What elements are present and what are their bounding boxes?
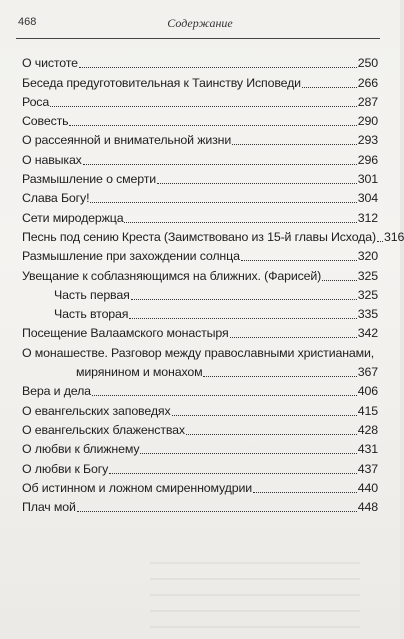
toc-entry (22, 91, 378, 110)
dot-leader (131, 298, 357, 300)
dot-leader (203, 375, 356, 377)
toc-entry (22, 187, 378, 206)
toc-entry-page: 293 (357, 133, 378, 148)
dot-leader (50, 105, 357, 107)
toc-entry-title: О любви к ближнему (22, 442, 140, 457)
toc-entry-title: Песнь под сению Креста (Заимствовано из 15-й главы Исхода) (22, 229, 376, 244)
toc-entry (22, 341, 378, 380)
toc-entry (22, 226, 404, 245)
toc-entry (22, 399, 378, 418)
toc-entry (22, 496, 378, 515)
toc-entry-title: Об истинном и ложном смиренномудрии (22, 480, 253, 495)
dot-leader (109, 472, 357, 474)
toc-entry-title: О навыках (22, 152, 82, 167)
toc-entry-page: 406 (357, 384, 378, 399)
dot-leader (90, 201, 356, 203)
toc-entry (22, 110, 378, 129)
toc-entry-line (22, 361, 378, 380)
toc-entry-title: Размышление при захождении солнца (22, 249, 240, 264)
toc-entry (22, 52, 378, 71)
toc-entry-title: Вера и дела (22, 384, 91, 399)
dot-leader (302, 86, 357, 88)
page-header (18, 16, 382, 36)
toc-subentry (22, 284, 378, 303)
toc-entry-page: 287 (357, 94, 378, 109)
toc-entry-page: 316 (383, 229, 404, 244)
toc-entry-title: Совесть (22, 114, 69, 129)
toc-entry-title: Сети миродержца (22, 210, 124, 225)
toc-entry-title: О чистоте (22, 56, 78, 71)
toc-entry-page: 304 (357, 191, 378, 206)
toc-entry (22, 264, 378, 283)
toc-entry (22, 168, 378, 187)
toc-subentry (22, 303, 378, 322)
dot-leader (172, 414, 357, 416)
toc-entry-page: 320 (357, 249, 378, 264)
toc-entry (22, 206, 378, 225)
toc-entry-title: Беседа предуготовительная к Таинству Исповеди (22, 75, 301, 90)
toc-entry-title: Посещение Валаамского монастыря (22, 326, 229, 341)
toc-entry-page: 342 (357, 326, 378, 341)
toc-entry-page: 266 (357, 75, 378, 90)
toc-entry-page: 428 (357, 422, 378, 437)
dot-leader (79, 66, 357, 68)
running-title: Содержание (167, 16, 233, 30)
toc-entry-title: О любви к Богу (22, 461, 109, 476)
toc-entry-page: 431 (357, 442, 378, 457)
toc-entry-title: Плач мой (22, 500, 76, 515)
toc-entry-title: Часть вторая (54, 307, 129, 322)
dot-leader (186, 433, 357, 435)
toc-entry-line (22, 341, 378, 360)
dot-leader (140, 452, 356, 454)
dot-leader (124, 221, 356, 223)
toc-entry-page: 296 (357, 152, 378, 167)
toc-entry-page: 325 (357, 287, 378, 302)
toc-entry (22, 477, 378, 496)
toc-entry-page: 335 (357, 307, 378, 322)
toc-entry-title: Слава Богу! (22, 191, 90, 206)
toc-entry-title: Часть первая (54, 287, 130, 302)
dot-leader (232, 143, 357, 145)
toc-entry-title-continued: мирянином и монахом (76, 365, 203, 380)
toc-entry-title: О евангельских блаженствах (22, 422, 185, 437)
dot-leader (157, 182, 357, 184)
toc-entry-page: 440 (357, 480, 378, 495)
toc-entry-title: Увещание к соблазняющимся на ближних. (Фарисей) (22, 268, 322, 283)
dot-leader (92, 394, 357, 396)
toc-entry (22, 380, 378, 399)
dot-leader (253, 491, 357, 493)
toc-entry (22, 322, 378, 341)
toc-entry-title: Роса (22, 94, 50, 109)
toc-entry-title: Размышление о смерти (22, 172, 157, 187)
dot-leader (129, 317, 356, 319)
dot-leader (69, 124, 356, 126)
toc-entry-page: 250 (357, 56, 378, 71)
toc-entry-page: 301 (357, 172, 378, 187)
toc-entry (22, 438, 378, 457)
toc-entry (22, 129, 378, 148)
toc-entry (22, 148, 378, 167)
toc-entry (22, 245, 378, 264)
dot-leader (83, 163, 357, 165)
page-number: 468 (18, 16, 37, 28)
toc-entry-title: О монашестве. Разговор между православными христианами, (22, 345, 375, 360)
dot-leader (322, 279, 357, 281)
toc-entry (22, 457, 378, 476)
toc-entry-page: 290 (357, 114, 378, 129)
dot-leader (377, 240, 383, 242)
toc-entry-page: 312 (357, 210, 378, 225)
table-of-contents (22, 52, 404, 515)
toc-entry-title: О рассеянной и внимательной жизни (22, 133, 232, 148)
show-through-texture (150, 548, 360, 628)
toc-entry-page: 367 (357, 365, 378, 380)
toc-entry (22, 419, 378, 438)
toc-entry-title: О евангельских заповедях (22, 403, 171, 418)
toc-entry-page: 448 (357, 500, 378, 515)
dot-leader (77, 510, 357, 512)
toc-entry-page: 415 (357, 403, 378, 418)
dot-leader (241, 259, 357, 261)
header-rule (16, 38, 380, 39)
toc-entry-page: 325 (357, 268, 378, 283)
dot-leader (230, 336, 357, 338)
toc-entry (22, 71, 378, 90)
toc-entry-page: 437 (357, 461, 378, 476)
